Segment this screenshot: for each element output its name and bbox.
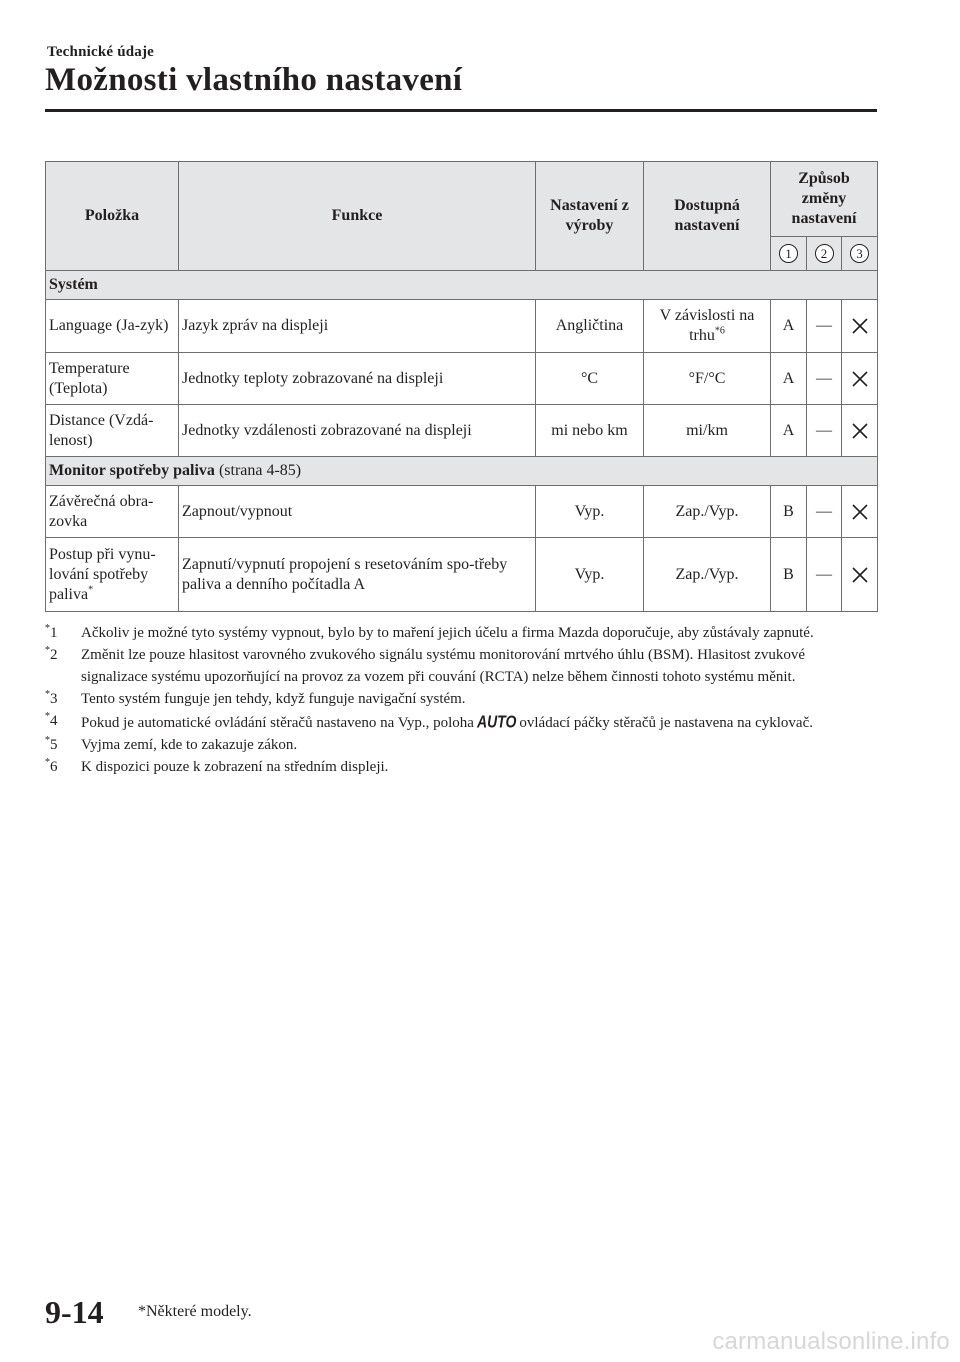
method-3-header (842, 237, 878, 271)
item-cell: Language (Ja-zyk) (46, 300, 179, 353)
footnote (45, 622, 865, 644)
circled-number-1-icon: 1 (779, 244, 798, 263)
method-2-cell: — (807, 300, 842, 353)
header-zpusob-zmeny: Způsob změny nastavení (771, 162, 878, 237)
header-funkce: Funkce (179, 162, 536, 271)
section-title: Monitor spotřeby paliva (49, 462, 215, 479)
header-dostupna-nastaveni: Dostupná nastavení (644, 162, 771, 271)
circled-number-2-icon: 2 (815, 244, 834, 263)
cross-icon (851, 422, 869, 440)
section-row-system (46, 271, 878, 300)
footnote-mark: *5 (45, 735, 58, 753)
function-cell: Zapnutí/vypnutí propojení s resetováním spo-třeby paliva a denního počítadla A (179, 538, 536, 612)
cross-icon (851, 370, 869, 388)
factory-cell: Vyp. (536, 486, 644, 538)
item-cell: Distance (Vzdá-lenost) (46, 405, 179, 457)
watermark: carmanualsonline.info (712, 1328, 950, 1355)
method-2-header (807, 237, 842, 271)
footnote-mark: *2 (45, 645, 58, 663)
footnote-mark: *1 (45, 623, 58, 641)
method-1-cell: A (771, 405, 807, 457)
available-cell: Zap./Vyp. (644, 486, 771, 538)
available-cell: Zap./Vyp. (644, 538, 771, 612)
method-1-header (771, 237, 807, 271)
factory-cell: mi nebo km (536, 405, 644, 457)
method-3-cell (842, 300, 878, 353)
item-cell: Závěrečná obra-zovka (46, 486, 179, 538)
footnote (45, 710, 865, 734)
method-1-cell: A (771, 300, 807, 353)
item-text: Postup při vynu-lování spotřeby paliva (49, 545, 156, 603)
table-row (46, 300, 878, 353)
method-2-cell: — (807, 486, 842, 538)
method-3-cell (842, 353, 878, 405)
footnotes (45, 622, 865, 778)
table-row (46, 486, 878, 538)
function-cell: Jednotky teploty zobrazované na displeji (179, 353, 536, 405)
cross-icon (851, 566, 869, 584)
footnote-ref: *6 (714, 325, 725, 337)
footnote-text: Tento systém funguje jen tehdy, když funguje navigační systém. (81, 691, 466, 707)
function-cell: Zapnout/vypnout (179, 486, 536, 538)
footnote-mark: *3 (45, 689, 58, 707)
method-2-cell: — (807, 538, 842, 612)
method-1-cell: B (771, 486, 807, 538)
factory-cell: °C (536, 353, 644, 405)
table-row (46, 538, 878, 612)
circled-number-3-icon: 3 (850, 244, 869, 263)
header-polozka: Položka (46, 162, 179, 271)
cross-icon (851, 317, 869, 335)
factory-cell: Angličtina (536, 300, 644, 353)
available-cell: °F/°C (644, 353, 771, 405)
section-row-monitor-spotreby (46, 457, 878, 486)
footnote-text: Pokud je automatické ovládání stěračů nastaveno na Vyp., poloha AUTO ovládací páčky stěračů je nastavena na cyklovač. (81, 710, 865, 734)
page-title: Možnosti vlastního nastavení (45, 62, 463, 98)
method-2-cell: — (807, 405, 842, 457)
settings-table (45, 161, 878, 612)
footnote (45, 756, 865, 778)
footnote (45, 734, 865, 756)
method-3-cell (842, 405, 878, 457)
title-divider (45, 109, 877, 112)
footer-note: *Některé modely. (138, 1303, 252, 1320)
footnote-text: Ačkoliv je možné tyto systémy vypnout, bylo by to maření jejich účelu a firma Mazda doporučuje, aby zůstávaly zapnuté. (81, 625, 814, 641)
function-cell: Jednotky vzdálenosti zobrazované na displeji (179, 405, 536, 457)
footnote (45, 644, 865, 688)
footnote-text: K dispozici pouze k zobrazení na středním displeji. (81, 759, 389, 775)
table-row (46, 405, 878, 457)
header-nastaveni-z-vyroby: Nastavení z výroby (536, 162, 644, 271)
item-cell (46, 538, 179, 612)
available-value: V závislosti na trhu (659, 307, 755, 344)
footnote (45, 688, 865, 710)
footnote-mark: *4 (45, 711, 58, 729)
section-title: Systém (49, 276, 98, 293)
wiper-auto-icon: AUTO (476, 711, 517, 731)
page-number: 9-14 (45, 1294, 104, 1330)
table-row (46, 353, 878, 405)
footnote-mark: *6 (45, 757, 58, 775)
available-cell (644, 300, 771, 353)
section-label: Technické údaje (47, 44, 155, 60)
footnote-text: Změnit lze pouze hlasitost varovného zvukového signálu systému monitorování mrtvého úhlu (BSM). Hlasitost zvukové signalizace systému upozorňující na provoz za vozem při couvání (RCTA) nelze během činnosti tohoto systému měnit. (81, 647, 806, 685)
footnote-text: Vyjma zemí, kde to zakazuje zákon. (81, 737, 298, 753)
method-1-cell: B (771, 538, 807, 612)
method-3-cell (842, 486, 878, 538)
function-cell: Jazyk zpráv na displeji (179, 300, 536, 353)
page-reference: (strana 4-85) (218, 462, 302, 479)
method-1-cell: A (771, 353, 807, 405)
item-cell: Temperature (Teplota) (46, 353, 179, 405)
method-3-cell (842, 538, 878, 612)
method-2-cell: — (807, 353, 842, 405)
cross-icon (851, 503, 869, 521)
available-cell: mi/km (644, 405, 771, 457)
factory-cell: Vyp. (536, 538, 644, 612)
footnote-ref: * (88, 584, 94, 596)
